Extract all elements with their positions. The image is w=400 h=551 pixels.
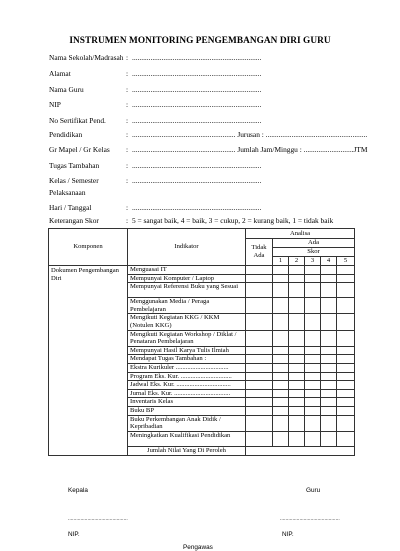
score-cell[interactable] (289, 431, 305, 446)
score-cell[interactable] (289, 266, 305, 275)
score-cell[interactable] (321, 389, 337, 398)
score-cell[interactable] (289, 372, 305, 381)
score-cell[interactable] (305, 330, 321, 346)
field-label: Pelaksanaan (49, 188, 86, 197)
indikator-cell: Menggunakan Media / Peraga Pembelajaran (128, 298, 246, 314)
field-value: ...................................................................... (132, 116, 262, 125)
indikator-cell: Mempunyai Hasil Karya Tulis Ilmiah (128, 346, 246, 355)
header-tidak-ada: Tidak Ada (246, 239, 273, 266)
indikator-cell: Mempunyai Referensi Buku yang Sesuai (128, 283, 246, 298)
score-cell[interactable] (273, 363, 289, 372)
tidak-ada-cell[interactable] (246, 283, 273, 298)
kepala-nip: NIP. (68, 531, 80, 538)
field-label: Kelas / Semester (49, 176, 99, 185)
score-cell[interactable] (337, 274, 355, 283)
field-colon: : (126, 53, 129, 62)
score-cell[interactable] (289, 389, 305, 398)
indikator-cell: Mendapat Tugas Tambahan : (128, 355, 246, 364)
score-cell[interactable] (337, 406, 355, 415)
score-cell[interactable] (321, 406, 337, 415)
field-value: ...................................................................... (132, 176, 262, 185)
score-cell[interactable] (305, 266, 321, 275)
score-cell[interactable] (321, 330, 337, 346)
field-value: ...................................................................... (132, 53, 262, 62)
score-cell[interactable] (305, 381, 321, 390)
indikator-cell: Mengikuti Kegiatan KKG / KKM (Notulen KKG) (128, 314, 246, 330)
indikator-cell: Buku Perkembangan Anak Didik / Kepribadian (128, 415, 246, 431)
indikator-cell: Mempunyai Komputer / Laptop (128, 274, 246, 283)
header-komponen: Komponen (49, 229, 128, 266)
score-cell[interactable] (321, 415, 337, 431)
score-cell[interactable] (305, 355, 321, 364)
field-label: Pendidikan (49, 130, 83, 139)
tidak-ada-cell[interactable] (246, 274, 273, 283)
score-cell[interactable] (273, 314, 289, 330)
score-cell[interactable] (337, 415, 355, 431)
field-label: Alamat (49, 69, 71, 78)
indikator-cell: Buku BP (128, 406, 246, 415)
indikator-cell: Jadwal Eks. Kur. ................................. (128, 381, 246, 390)
field-value: ...................................................................... (132, 203, 262, 212)
score-cell[interactable] (337, 346, 355, 355)
indikator-cell: Meningkatkan Kualifikasi Pendidikan (128, 431, 246, 446)
header-ada: Ada (273, 239, 355, 248)
score-cell[interactable] (273, 389, 289, 398)
score-cell[interactable] (289, 406, 305, 415)
score-cell[interactable] (337, 298, 355, 314)
field-value: ...................................................................... (132, 161, 262, 170)
field-colon: : (126, 216, 129, 225)
field-label: Gr Mapel / Gr Kelas (49, 145, 110, 154)
tidak-ada-cell[interactable] (246, 298, 273, 314)
guru-label: Guru (306, 487, 321, 494)
tidak-ada-cell[interactable] (246, 398, 273, 407)
tidak-ada-cell[interactable] (246, 415, 273, 431)
score-cell[interactable] (305, 372, 321, 381)
field-value: 5 = sangat baik, 4 = baik, 3 = cukup, 2 = kurang baik, 1 = tidak baik (132, 216, 334, 225)
field-value: ........................................................ Jumlah Jam/Minggu : ...........................JTM (132, 145, 368, 154)
monitoring-table (48, 228, 355, 456)
field-colon: : (126, 145, 129, 154)
score-cell[interactable] (289, 274, 305, 283)
score-cell[interactable] (289, 398, 305, 407)
field-colon: : (126, 69, 129, 78)
header-score-2: 2 (289, 257, 305, 266)
score-cell[interactable] (273, 266, 289, 275)
score-cell[interactable] (289, 283, 305, 298)
score-cell[interactable] (273, 274, 289, 283)
field-label: NIP (49, 100, 61, 109)
score-cell[interactable] (289, 346, 305, 355)
score-cell[interactable] (337, 381, 355, 390)
score-cell[interactable] (305, 346, 321, 355)
score-cell[interactable] (337, 431, 355, 446)
score-cell[interactable] (337, 372, 355, 381)
score-cell[interactable] (321, 298, 337, 314)
header-score-5: 5 (337, 257, 355, 266)
guru-signature-line: ........................................... (280, 516, 340, 522)
score-cell[interactable] (337, 266, 355, 275)
header-skor: Skor (273, 248, 355, 257)
tidak-ada-cell[interactable] (246, 355, 273, 364)
score-cell[interactable] (337, 389, 355, 398)
field-label: Nama Sekolah/Madrasah (49, 53, 124, 62)
score-cell[interactable] (337, 355, 355, 364)
score-cell[interactable] (337, 330, 355, 346)
score-cell[interactable] (321, 283, 337, 298)
score-cell[interactable] (305, 431, 321, 446)
score-cell[interactable] (289, 330, 305, 346)
indikator-cell: Program Eks. Kur. ............................... (128, 372, 246, 381)
score-cell[interactable] (305, 398, 321, 407)
tidak-ada-cell[interactable] (246, 406, 273, 415)
indikator-cell: Jurnal Eks. Kur. .................................. (128, 389, 246, 398)
header-analisa: Analisa (246, 229, 355, 239)
score-cell[interactable] (273, 431, 289, 446)
score-cell[interactable] (337, 363, 355, 372)
score-cell[interactable] (337, 398, 355, 407)
score-cell[interactable] (289, 363, 305, 372)
tidak-ada-cell[interactable] (246, 363, 273, 372)
field-label: Hari / Tanggal (49, 203, 92, 212)
field-label: Keterangan Skor (49, 216, 99, 225)
score-cell[interactable] (305, 274, 321, 283)
field-colon: : (126, 203, 129, 212)
score-cell[interactable] (305, 283, 321, 298)
score-cell[interactable] (273, 346, 289, 355)
table-row (49, 266, 355, 275)
field-value: ...................................................................... (132, 100, 262, 109)
score-cell[interactable] (321, 355, 337, 364)
header-score-3: 3 (305, 257, 321, 266)
score-cell[interactable] (321, 363, 337, 372)
score-cell[interactable] (305, 314, 321, 330)
score-cell[interactable] (305, 298, 321, 314)
score-cell[interactable] (321, 372, 337, 381)
field-colon: : (126, 130, 129, 139)
score-cell[interactable] (273, 415, 289, 431)
tidak-ada-cell[interactable] (246, 346, 273, 355)
tidak-ada-cell[interactable] (246, 381, 273, 390)
field-colon: : (126, 176, 129, 185)
header-score-4: 4 (321, 257, 337, 266)
field-label: No Sertifikat Pend. (49, 116, 106, 125)
score-cell[interactable] (321, 431, 337, 446)
field-value: ...................................................................... (132, 85, 262, 94)
score-cell[interactable] (273, 406, 289, 415)
field-label: Tugas Tambahan (49, 161, 100, 170)
field-colon: : (126, 100, 129, 109)
total-label: Jumlah Nilai Yang Di Peroleh (128, 446, 246, 455)
score-cell[interactable] (321, 314, 337, 330)
score-cell[interactable] (321, 381, 337, 390)
score-cell[interactable] (321, 346, 337, 355)
score-cell[interactable] (273, 330, 289, 346)
indikator-cell: Menguasai IT (128, 266, 246, 275)
field-colon: : (126, 85, 129, 94)
field-value: ...................................................................... (132, 69, 262, 78)
tidak-ada-cell[interactable] (246, 372, 273, 381)
score-cell[interactable] (321, 398, 337, 407)
score-cell[interactable] (305, 415, 321, 431)
score-cell[interactable] (289, 314, 305, 330)
field-label: Nama Guru (49, 85, 84, 94)
score-cell[interactable] (305, 406, 321, 415)
tidak-ada-cell[interactable] (246, 266, 273, 275)
score-cell[interactable] (289, 415, 305, 431)
score-cell[interactable] (305, 363, 321, 372)
score-cell[interactable] (273, 398, 289, 407)
indikator-cell: Mengikuti Kegiatan Workshop / Diklat / Penataran Pembelajaran (128, 330, 246, 346)
field-colon: : (126, 116, 129, 125)
score-cell[interactable] (273, 381, 289, 390)
field-value: ........................................................ Jurusan : ....................................................... (132, 130, 368, 139)
tidak-ada-cell[interactable] (246, 431, 273, 446)
document-title: INSTRUMEN MONITORING PENGEMBANGAN DIRI GURU (69, 36, 331, 46)
pengawas-label: Pengawas (183, 544, 213, 551)
komponen-cell: Dokumen Pengembangan Diri (49, 266, 128, 456)
score-cell[interactable] (289, 381, 305, 390)
score-cell[interactable] (337, 283, 355, 298)
score-cell[interactable] (321, 274, 337, 283)
score-cell[interactable] (273, 298, 289, 314)
score-cell[interactable] (305, 389, 321, 398)
score-cell[interactable] (273, 355, 289, 364)
total-value-cell[interactable] (246, 446, 355, 455)
kepala-label: Kepala (68, 487, 88, 494)
score-cell[interactable] (337, 314, 355, 330)
score-cell[interactable] (289, 355, 305, 364)
tidak-ada-cell[interactable] (246, 389, 273, 398)
guru-nip: NIP. (282, 531, 294, 538)
score-cell[interactable] (321, 266, 337, 275)
score-cell[interactable] (273, 372, 289, 381)
indikator-cell: Inventaris Kelas (128, 398, 246, 407)
score-cell[interactable] (289, 298, 305, 314)
tidak-ada-cell[interactable] (246, 330, 273, 346)
score-cell[interactable] (273, 283, 289, 298)
indikator-cell: Ekstra Kurikuler ................................ (128, 363, 246, 372)
tidak-ada-cell[interactable] (246, 314, 273, 330)
field-colon: : (126, 161, 129, 170)
kepala-signature-line: ........................................... (68, 516, 128, 522)
header-score-1: 1 (273, 257, 289, 266)
header-indikator: Indikator (128, 229, 246, 266)
